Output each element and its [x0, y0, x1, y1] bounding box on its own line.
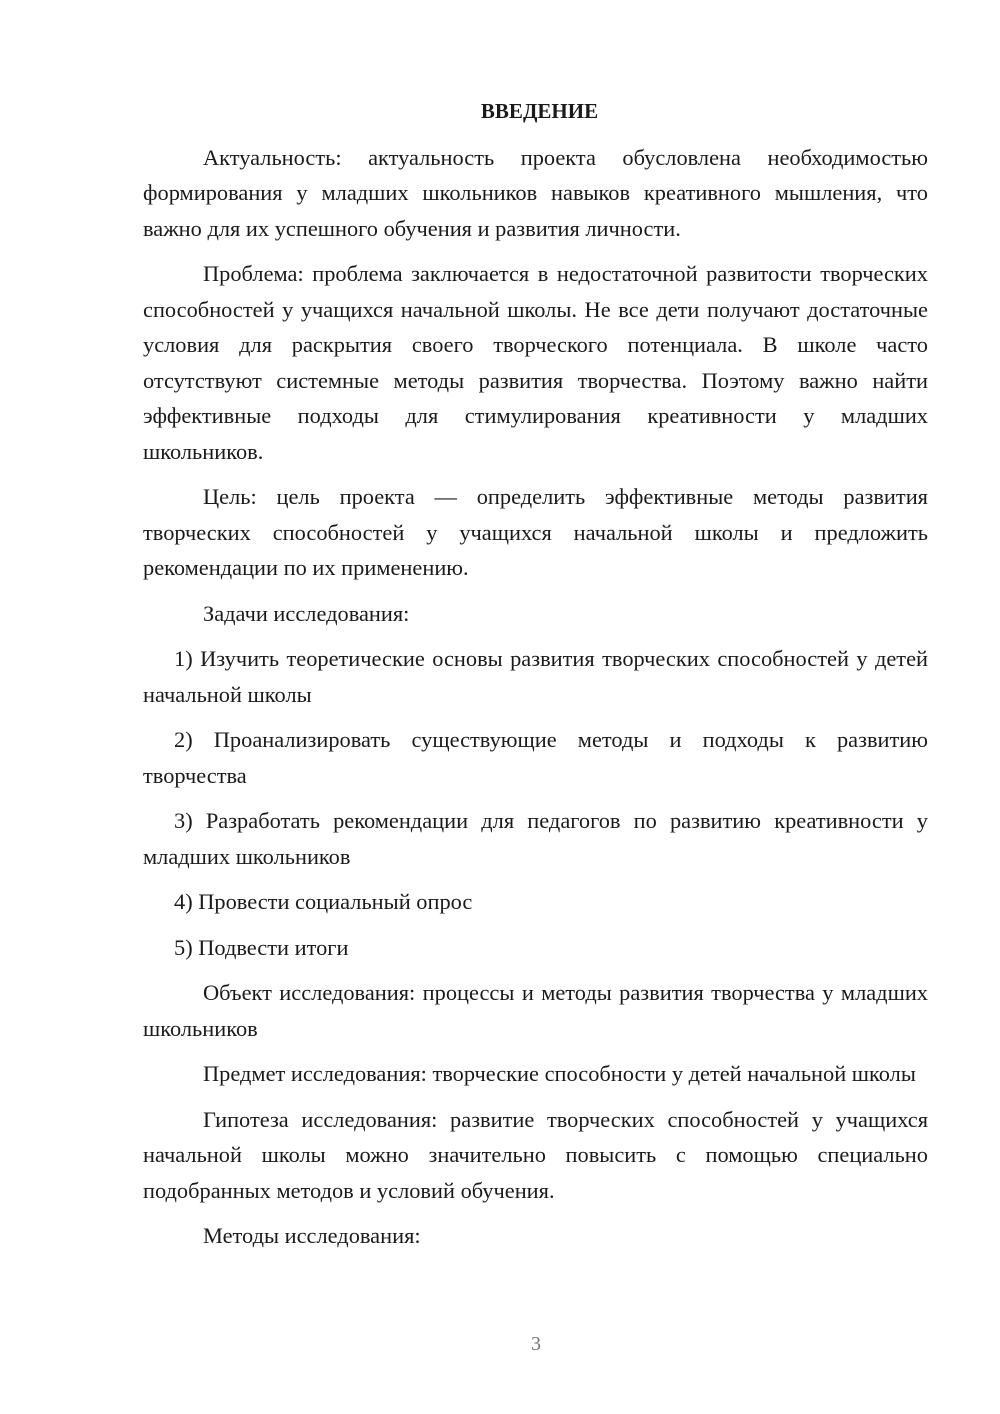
- methods-heading: Методы исследования:: [203, 1223, 421, 1248]
- task-item: 5) Подвести итоги: [174, 934, 349, 960]
- task-item: 4) Провести социальный опрос: [174, 889, 473, 914]
- problem-paragraph: Проблема: проблема заключается в недостаточной развитости творческих способностей у учащихся начальной школы. Не все дети получают достаточные условия для раскрытия своего творческого потенциала. В школе часто отсутствуют системные методы развития творчества. Поэтому важно найти эффективные подходы для стимулирования креативности у младших школьников.: [143, 261, 928, 464]
- hypothesis-paragraph: Гипотеза исследования: развитие творческих способностей у учащихся начальной школы можно значительно повысить с помощью специально подобранных методов и условий обучения.: [143, 1106, 928, 1203]
- section-title: ВВЕДЕНИЕ: [480, 99, 599, 123]
- object-paragraph: Объект исследования: процессы и методы развития творчества у младших школьников: [143, 980, 928, 1041]
- task-item: 1) Изучить теоретические основы развития творческих способностей у детей начальной школы: [143, 646, 928, 707]
- tasks-heading: Задачи исследования:: [203, 600, 410, 626]
- page-number: 3: [531, 1333, 541, 1355]
- page-content: [143, 94, 928, 1264]
- relevance-paragraph: Актуальность: актуальность проекта обусловлена необходимостью формирования у младших школьников навыков креативного мышления, что важно для их успешного обучения и развития личности.: [143, 144, 928, 241]
- goal-paragraph: Цель: цель проекта — определить эффективные методы развития творческих способностей у учащихся начальной школы и предложить рекомендации по их применению.: [143, 484, 928, 580]
- task-item: 2) Проанализировать существующие методы и подходы к развитию творчества: [143, 727, 928, 788]
- task-item: 3) Разработать рекомендации для педагогов по развитию креативности у младших школьников: [143, 808, 928, 869]
- subject-paragraph: Предмет исследования: творческие способности у детей начальной школы: [203, 1061, 916, 1086]
